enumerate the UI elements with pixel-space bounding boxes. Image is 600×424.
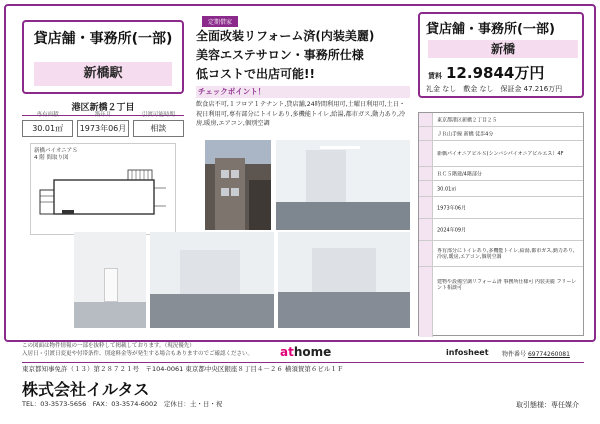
interior-photo-3 (150, 232, 274, 328)
address-short: 港区新橋２丁目 (22, 100, 184, 116)
floorplan-drawing (36, 166, 170, 230)
detail-row-line: ＪＲ山手線 新橋 徒歩4分 (419, 127, 583, 141)
detail-table (418, 112, 584, 336)
category-box (22, 20, 184, 94)
license-info: 東京都知事免許（１３）第２８７２１号 〒104-0061 東京都中央区銀座８丁目４－２６ 横須賀第６ビル１Ｆ (22, 365, 344, 373)
summary-station: 新橋 (428, 40, 578, 58)
company-name: 株式会社イルタス (22, 380, 150, 399)
interior-photo-1 (276, 140, 410, 230)
detail-row-address: 東京都港区新橋２丁目２５ (419, 113, 583, 127)
footer-divider (22, 362, 584, 363)
fixed-term-badge: 定期借家 (202, 16, 238, 27)
disclaimer: この図面は物件情報の一部を抜粋して掲載しております。（現況優先） 入居日・引渡日変更や付帯条件、別途料金等が発生する場合もありますのでご確認ください。 (22, 343, 254, 357)
feature-list: 飲食店不可,１フロア１テナント,貸店舗,24時間利用可,土曜日利用可,土日・祝日利用可,専有部分にトイレあり,多機能トイレ,給湯,都市ガス,動力あり,冷房,暖房,エアコン,個別空調 (196, 101, 406, 128)
spec-built: 築年月 1973年06月 (77, 108, 128, 136)
infosheet-label: infosheet (446, 348, 489, 357)
detail-row-equipment: 専有部分にトイレあり,多機能トイレ,給湯,都市ガス,動力あり,冷房,暖房,エアコン,個別空調 (419, 241, 583, 267)
promo-headline: 全面改装リフォーム済(内装美麗) 美容エステサロン・事務所仕様 低コストで出店可能!! (196, 29, 375, 81)
athome-logo: athome (280, 345, 332, 359)
detail-row-building: 新橋パイオニアビルＳ(シンバシパイオニアビルエス）4F (419, 141, 583, 167)
property-number: 物件番号 69774260081 (502, 351, 570, 358)
transaction-terms: 取引態様：専任媒介 (516, 401, 579, 409)
spec-handover: 引渡可能時期 相談 (133, 108, 184, 136)
interior-photo-4 (278, 232, 410, 328)
category-title: 貸店舗・事務所(一部) (33, 31, 173, 47)
detail-row-notes: 建物や設備空調リフォーム済 事務所仕様可 内装美麗 フリーレント相談可 (419, 267, 583, 337)
spec-area: 専有面積 30.01㎡ (22, 108, 73, 136)
spec-row (22, 108, 184, 136)
station-label: 新橋駅 (34, 62, 172, 86)
checkpoint-title: チェックポイント！ (196, 86, 410, 98)
rent-label: 賃料 (428, 72, 442, 80)
detail-row-date: 2024年09月 (419, 219, 583, 241)
summary-category: 貸店舗・事務所(一部) (426, 22, 555, 37)
detail-row-area: 30.01㎡ (419, 181, 583, 197)
fees-line: 礼金 なし 敷金 なし 保証金 47.216万円 (426, 85, 563, 93)
building-exterior-photo (205, 140, 271, 230)
rent-value: 12.9844万円 (446, 64, 545, 82)
detail-row-built: 1973年06月 (419, 197, 583, 219)
contact-info: TEL：03-3573-5656 FAX：03-3574-6002 定休日：土・日・祝 (22, 400, 223, 408)
interior-photo-2 (74, 232, 146, 328)
floorplan-caption: 新橋パイオニアＳ 4 階 間取り図 (34, 148, 78, 162)
rent-row (428, 62, 578, 83)
detail-row-structure: ＲＣ５階建/4階部分 (419, 167, 583, 181)
